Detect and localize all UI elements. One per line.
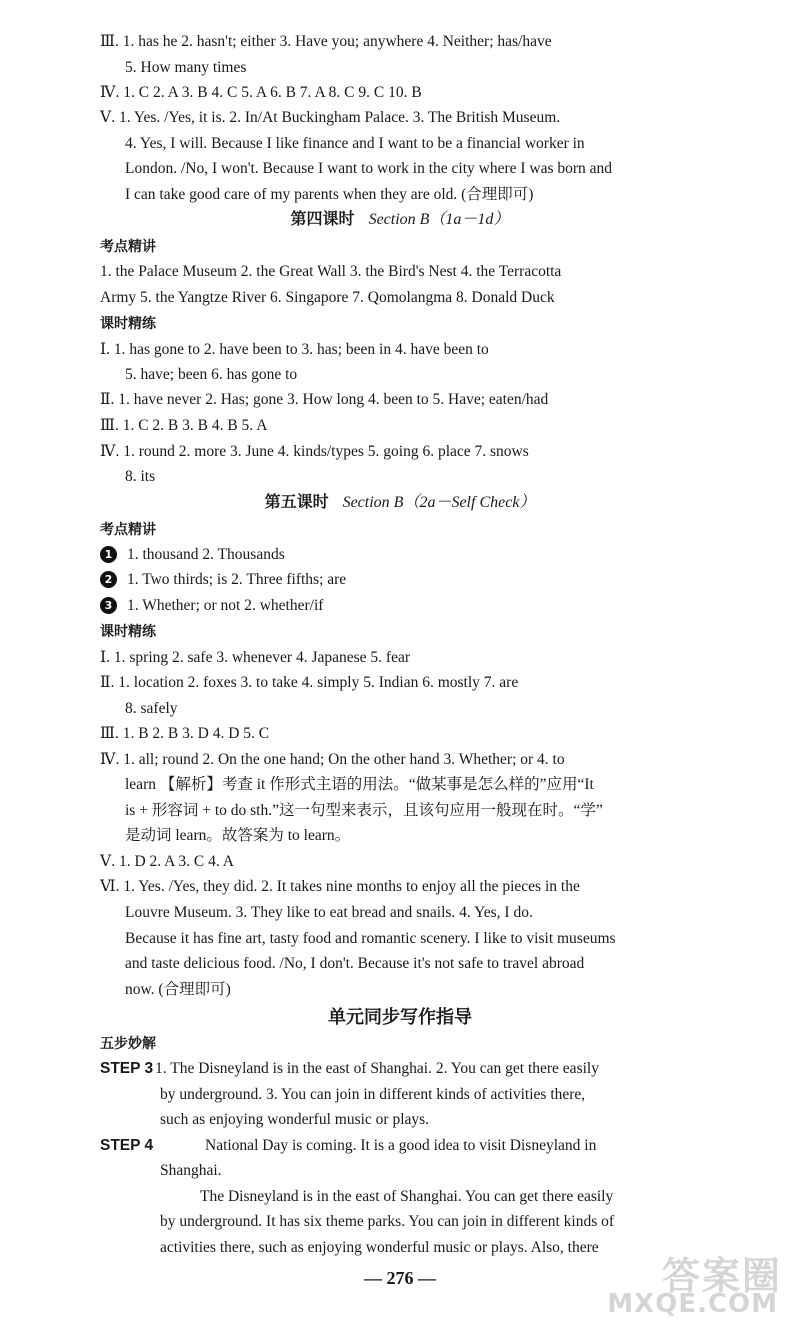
watermark-logo-text: 答案圈	[661, 1254, 782, 1298]
answer-line: Ⅱ. 1. have never 2. Has; gone 3. How long 4. been to 5. Have; eaten/had	[100, 391, 549, 408]
watermark-url: MXQE.COM	[607, 1289, 778, 1319]
answer-line: 5. How many times	[125, 59, 247, 76]
answer-line: 是动词 learn。故答案为 to learn。	[125, 827, 351, 844]
answer-line: Ⅳ. 1. all; round 2. On the one hand; On the other hand 3. Whether; or 4. to	[100, 751, 565, 768]
answer-line: Ⅲ. 1. C 2. B 3. B 4. B 5. A	[100, 417, 268, 434]
point-text: 1. Whether; or not 2. whether/if	[127, 597, 324, 614]
answer-line: by underground. It has six theme parks. You can join in different kinds of	[160, 1213, 615, 1230]
answer-line: 4. Yes, I will. Because I like finance and I want to be a financial worker in	[125, 135, 585, 152]
answer-line: 1. the Palace Museum 2. the Great Wall 3. the Bird's Nest 4. the Terracotta	[100, 263, 562, 280]
answer-line: Because it has fine art, tasty food and romantic scenery. I like to visit museums	[125, 930, 616, 947]
lesson-heading-4	[0, 208, 800, 232]
numbered-point	[100, 543, 285, 567]
answer-line: by underground. 3. You can join in different kinds of activities there,	[160, 1086, 586, 1103]
answer-line: Ⅰ. 1. spring 2. safe 3. whenever 4. Japanese 5. fear	[100, 649, 410, 666]
answer-line: Ⅳ. 1. round 2. more 3. June 4. kinds/types 5. going 6. place 7. snows	[100, 443, 529, 460]
answer-line: such as enjoying wonderful music or plays.	[160, 1111, 430, 1128]
numbered-point	[100, 568, 346, 592]
watermark	[572, 1245, 792, 1325]
answer-line: now. (合理即可)	[125, 981, 231, 998]
section-label: 考点精讲	[100, 522, 156, 538]
answer-line: and taste delicious food. /No, I don't. Because it's not safe to travel abroad	[125, 955, 585, 972]
answer-line: Ⅵ. 1. Yes. /Yes, they did. 2. It takes nine months to enjoy all the pieces in the	[100, 878, 580, 895]
answer-line: Shanghai.	[160, 1162, 222, 1179]
answer-line: Louvre Museum. 3. They like to eat bread and snails. 4. Yes, I do.	[125, 904, 533, 921]
writing-guide-title: 单元同步写作指导	[328, 1007, 472, 1028]
answer-line: Ⅳ. 1. C 2. A 3. B 4. C 5. A 6. B 7. A 8. C 9. C 10. B	[100, 84, 422, 101]
point-number-badge: 3	[100, 597, 117, 614]
section-label: 课时精练	[100, 316, 156, 332]
answer-line: Ⅴ. 1. Yes. /Yes, it is. 2. In/At Buckingham Palace. 3. The British Museum.	[100, 109, 561, 126]
point-number-badge: 1	[100, 546, 117, 563]
answer-line: London. /No, I won't. Because I want to work in the city where I was born and	[125, 160, 613, 177]
answer-line: Ⅲ. 1. B 2. B 3. D 4. D 5. C	[100, 725, 270, 742]
step-label: STEP 3	[100, 1060, 154, 1077]
numbered-point	[100, 594, 323, 618]
lesson-heading-en: Section B（1a－1d）	[368, 211, 510, 228]
answer-line: Ⅰ. 1. has gone to 2. have been to 3. has; been in 4. have been to	[100, 341, 489, 358]
answer-line: Ⅱ. 1. location 2. foxes 3. to take 4. simply 5. Indian 6. mostly 7. are	[100, 674, 519, 691]
answer-line: The Disneyland is in the east of Shanghai. You can get there easily	[200, 1188, 614, 1205]
point-text: 1. thousand 2. Thousands	[127, 546, 285, 563]
lesson-heading-5	[0, 491, 800, 515]
answer-line: Army 5. the Yangtze River 6. Singapore 7. Qomolangma 8. Donald Duck	[100, 289, 555, 306]
answer-line: National Day is coming. It is a good idea to visit Disneyland in	[205, 1137, 597, 1154]
answer-line: Ⅲ. 1. has he 2. hasn't; either 3. Have you; anywhere 4. Neither; has/have	[100, 33, 552, 50]
step-label: STEP 4	[100, 1137, 154, 1154]
answer-line: I can take good care of my parents when they are old. (合理即可)	[125, 186, 534, 203]
answer-line: learn 【解析】考查 it 作形式主语的用法。“做某事是怎么样的”应用“It	[125, 776, 594, 793]
answer-line: 5. have; been 6. has gone to	[125, 366, 298, 383]
lesson-heading-en: Section B（2a－Self Check）	[342, 494, 536, 511]
answer-line: 8. its	[125, 468, 156, 485]
lesson-heading-cn: 第五课时	[264, 494, 329, 511]
answer-line: activities there, such as enjoying wonderful music or plays. Also, there	[160, 1239, 599, 1256]
point-number-badge: 2	[100, 571, 117, 588]
section-label: 五步妙解	[100, 1036, 156, 1052]
answer-line: is + 形容词 + to do sth.”这一句型来表示，且该句应用一般现在时。“学”	[125, 802, 603, 819]
point-text: 1. Two thirds; is 2. Three fifths; are	[127, 571, 347, 588]
section-label: 课时精练	[100, 624, 156, 640]
answer-line: 1. The Disneyland is in the east of Shanghai. 2. You can get there easily	[155, 1060, 599, 1077]
page-number: — 276 —	[364, 1268, 436, 1288]
lesson-heading-cn: 第四课时	[290, 211, 355, 228]
section-label: 考点精讲	[100, 239, 156, 255]
answer-line: 8. safely	[125, 700, 178, 717]
answer-line: Ⅴ. 1. D 2. A 3. C 4. A	[100, 853, 234, 870]
